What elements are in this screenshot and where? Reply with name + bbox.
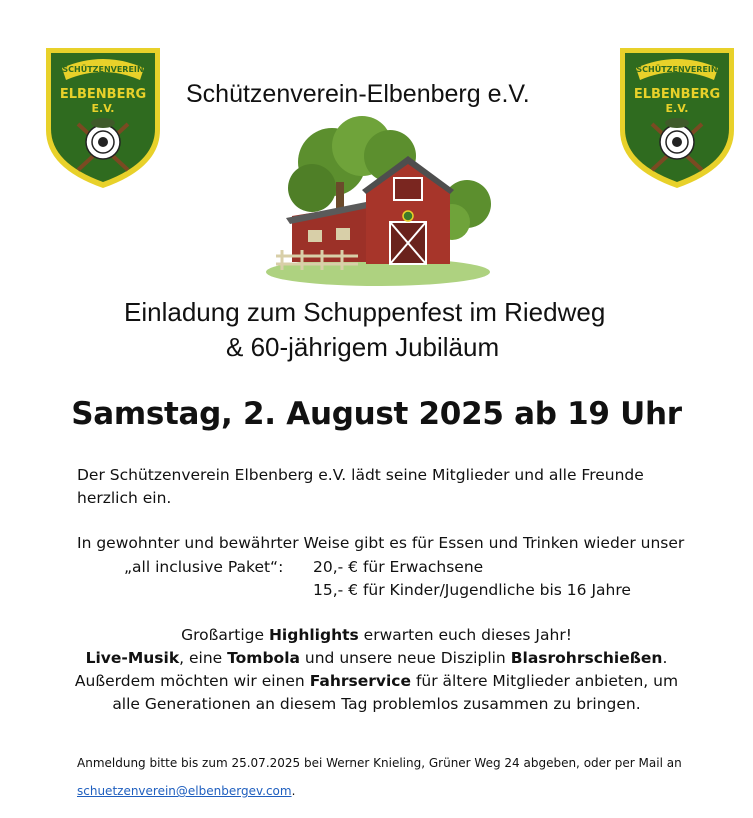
club-badge-right-icon <box>616 42 738 190</box>
svg-text:SCHÜTZENVEREIN: SCHÜTZENVEREIN <box>62 65 144 74</box>
club-title: Schützenverein-Elbenberg e.V. <box>186 80 530 108</box>
highlights-text: , eine <box>179 649 228 667</box>
intro-line2: herzlich ein. <box>77 489 172 507</box>
registration-note: Anmeldung bitte bis zum 25.07.2025 bei Werner Knieling, Grüner Weg 24 abgeben, oder per Mail an <box>77 756 682 770</box>
highlights-text: für ältere Mitglieder anbieten, um <box>411 672 679 690</box>
event-title-line2: & 60-jährigem Jubiläum <box>226 332 500 362</box>
email-suffix: . <box>291 784 296 798</box>
live-music-emphasis: Live-Musik <box>85 649 180 667</box>
svg-text:E.V.: E.V. <box>665 102 689 115</box>
highlights-text: und unsere neue Disziplin <box>299 649 511 667</box>
svg-text:SCHÜTZENVEREIN: SCHÜTZENVEREIN <box>636 65 718 74</box>
highlights-emphasis: Highlights <box>268 626 359 644</box>
price-youth: 15,- € für Kinder/Jugendliche bis 16 Jahre <box>313 581 631 599</box>
highlights-line4: alle Generationen an diesem Tag problemlos zusammen zu bringen. <box>112 695 641 713</box>
discipline-emphasis: Blasrohrschießen <box>510 649 663 667</box>
event-date: Samstag, 2. August 2025 ab 19 Uhr <box>71 396 682 432</box>
highlights-text: erwarten euch dieses Jahr! <box>358 626 572 644</box>
email-link[interactable]: schuetzenverein@elbenbergev.com <box>77 784 292 798</box>
intro-line1: Der Schützenverein Elbenberg e.V. lädt seine Mitglieder und alle Freunde <box>77 466 644 484</box>
svg-text:ELBENBERG: ELBENBERG <box>59 87 147 102</box>
email-line <box>77 784 295 798</box>
svg-text:ELBENBERG: ELBENBERG <box>633 87 721 102</box>
event-title-line1: Einladung zum Schuppenfest im Riedweg <box>124 297 606 327</box>
intro-text <box>77 464 644 510</box>
price-adults: 20,- € für Erwachsene <box>313 558 484 576</box>
package-label: „all inclusive Paket“: <box>124 558 284 576</box>
highlights-text: . <box>662 649 668 667</box>
highlights-line2 <box>0 647 753 670</box>
shuttle-emphasis: Fahrservice <box>309 672 412 690</box>
barn-illustration-icon <box>262 112 494 288</box>
highlights-text: Großartige <box>181 626 269 644</box>
highlights-text: Außerdem möchten wir einen <box>74 672 310 690</box>
highlights-line1 <box>0 624 753 647</box>
svg-text:E.V.: E.V. <box>91 102 115 115</box>
highlights-line3 <box>0 670 753 693</box>
offer-line: In gewohnter und bewährter Weise gibt es für Essen und Trinken wieder unser <box>77 534 685 552</box>
club-badge-left-icon <box>42 42 164 190</box>
tombola-emphasis: Tombola <box>227 649 300 667</box>
